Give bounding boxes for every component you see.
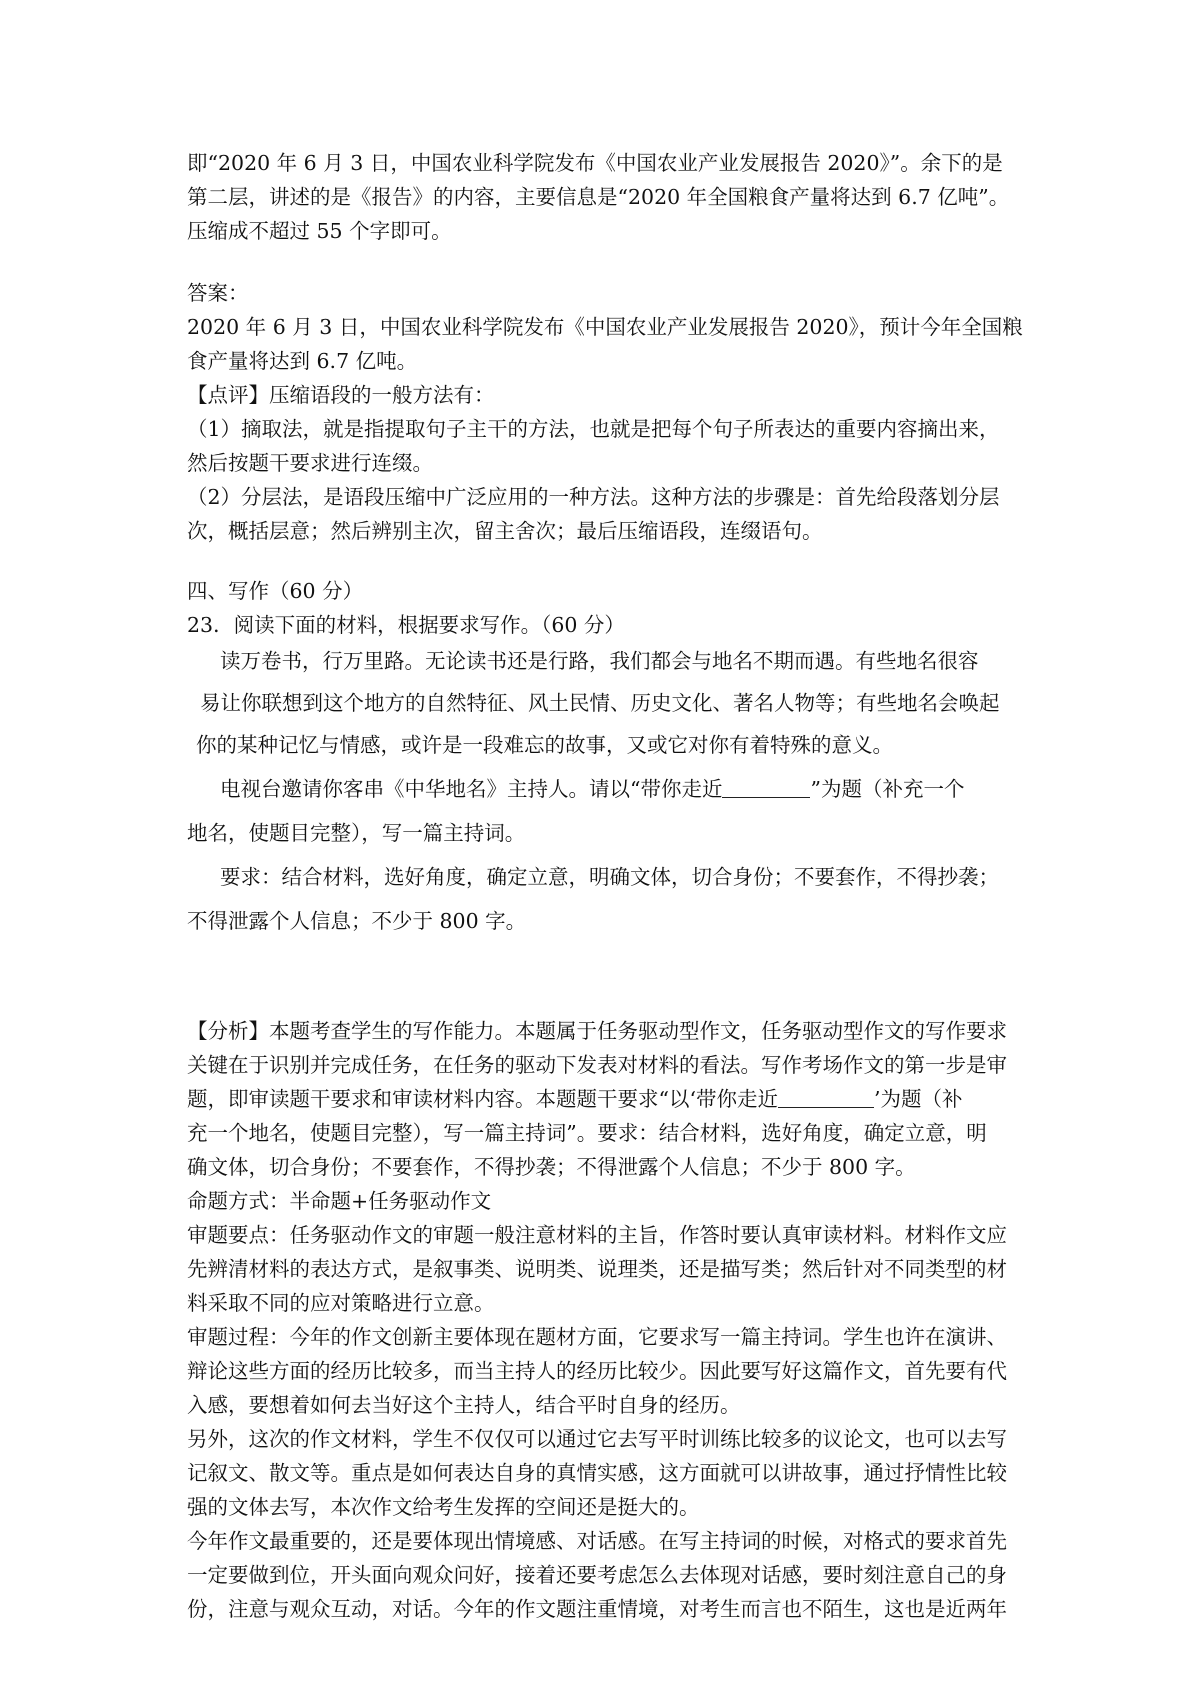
analysis-line: 关键在于识别并完成任务，在任务的驱动下发表对材料的看法。写作考场作文的第一步是审 [187,1053,1007,1077]
analysis-line: 审题要点：任务驱动作文的审题一般注意材料的主旨，作答时要认真审读材料。材料作文应 [187,1223,1007,1247]
task-line [220,772,964,806]
analysis-line: 记叙文、散文等。重点是如何表达自身的真情实感，这方面就可以讲故事，通过抒情性比较 [187,1461,1007,1485]
analysis-line: 一定要做到位，开头面向观众问好，接着还要考虑怎么去体现对话感，要时刻注意自己的身 [187,1563,1007,1587]
text-line: 然后按题干要求进行连缀。 [187,451,433,475]
text-line: （2）分层法，是语段压缩中广泛应用的一种方法。这种方法的步骤是：首先给段落划分层 [187,485,1000,509]
analysis-line: 先辨清材料的表达方式，是叙事类、说明类、说理类，还是描写类；然后针对不同类型的材 [187,1257,1007,1281]
analysis-line: 今年作文最重要的，还是要体现出情境感、对话感。在写主持词的时候，对格式的要求首先 [187,1529,1007,1553]
section-heading: 四、写作（60 分） [187,579,364,603]
material-line: 易让你联想到这个地方的自然特征、风土民情、历史文化、著名人物等；有些地名会唤起 [200,691,1000,715]
answer-heading: 答案： [187,281,249,305]
task-text-before: 电视台邀请你客串《中华地名》主持人。请以“带你走近 [220,777,723,801]
analysis-line: 辩论这些方面的经历比较多，而当主持人的经历比较少。因此要写好这篇作文，首先要有代 [187,1359,1007,1383]
title-blank [722,777,810,798]
analysis-line: 入感，要想着如何去当好这个主持人，结合平时自身的经历。 [187,1393,741,1417]
text-line: 压缩成不超过 55 个字即可。 [187,219,452,243]
text-line: 即“2020 年 6 月 3 日，中国农业科学院发布《中国农业产业发展报告 2020》”。余下的是 [187,151,1003,175]
proposition-line: 命题方式：半命题+任务驱动作文 [187,1189,492,1213]
analysis-text-after: ’为题（补 [874,1087,963,1111]
title-blank [778,1087,874,1108]
text-line: （1）摘取法，就是指提取句子主干的方法，也就是把每个句子所表达的重要内容摘出来， [187,417,1000,441]
material-line: 读万卷书，行万里路。无论读书还是行路，我们都会与地名不期而遇。有些地名很容 [220,649,979,673]
text-line: 第二层，讲述的是《报告》的内容，主要信息是“2020 年全国粮食产量将达到 6.7 亿吨”。 [187,185,1010,209]
analysis-line: 【分析】本题考查学生的写作能力。本题属于任务驱动型作文，任务驱动型作文的写作要求 [187,1019,1007,1043]
text-line: 食产量将达到 6.7 亿吨。 [187,349,418,373]
task-text-after: ”为题（补充一个 [810,777,965,801]
question-title: 23．阅读下面的材料，根据要求写作。（60 分） [187,613,625,637]
analysis-text-before: 题，即审读题干要求和审读材料内容。本题题干要求“以‘带你走近 [187,1087,778,1111]
analysis-line: 确文体，切合身份；不要套作，不得抄袭；不得泄露个人信息；不少于 800 字。 [187,1155,916,1179]
analysis-line: 强的文体去写，本次作文给考生发挥的空间还是挺大的。 [187,1495,700,1519]
material-line: 你的某种记忆与情感，或许是一段难忘的故事，又或它对你有着特殊的意义。 [196,733,893,757]
analysis-line: 份，注意与观众互动，对话。今年的作文题注重情境，对考生而言也不陌生，这也是近两年 [187,1597,1007,1621]
comment-heading: 【点评】压缩语段的一般方法有： [187,383,495,407]
text-line: 次，概括层意；然后辨别主次，留主舍次；最后压缩语段，连缀语句。 [187,519,823,543]
analysis-line: 充一个地名，使题目完整），写一篇主持词”。要求：结合材料，选好角度，确定立意，明 [187,1121,987,1145]
task-line: 地名，使题目完整），写一篇主持词。 [187,821,526,845]
analysis-line: 审题过程：今年的作文创新主要体现在题材方面，它要求写一篇主持词。学生也许在演讲、 [187,1325,1007,1349]
analysis-line [187,1082,963,1116]
analysis-line: 另外，这次的作文材料，学生不仅仅可以通过它去写平时训练比较多的议论文，也可以去写 [187,1427,1007,1451]
requirement-line: 要求：结合材料，选好角度，确定立意，明确文体，切合身份；不要套作，不得抄袭； [220,865,999,889]
analysis-line: 料采取不同的应对策略进行立意。 [187,1291,495,1315]
text-line: 2020 年 6 月 3 日，中国农业科学院发布《中国农业产业发展报告 2020》，预计今年全国粮 [187,315,1023,339]
requirement-line: 不得泄露个人信息；不少于 800 字。 [187,909,527,933]
